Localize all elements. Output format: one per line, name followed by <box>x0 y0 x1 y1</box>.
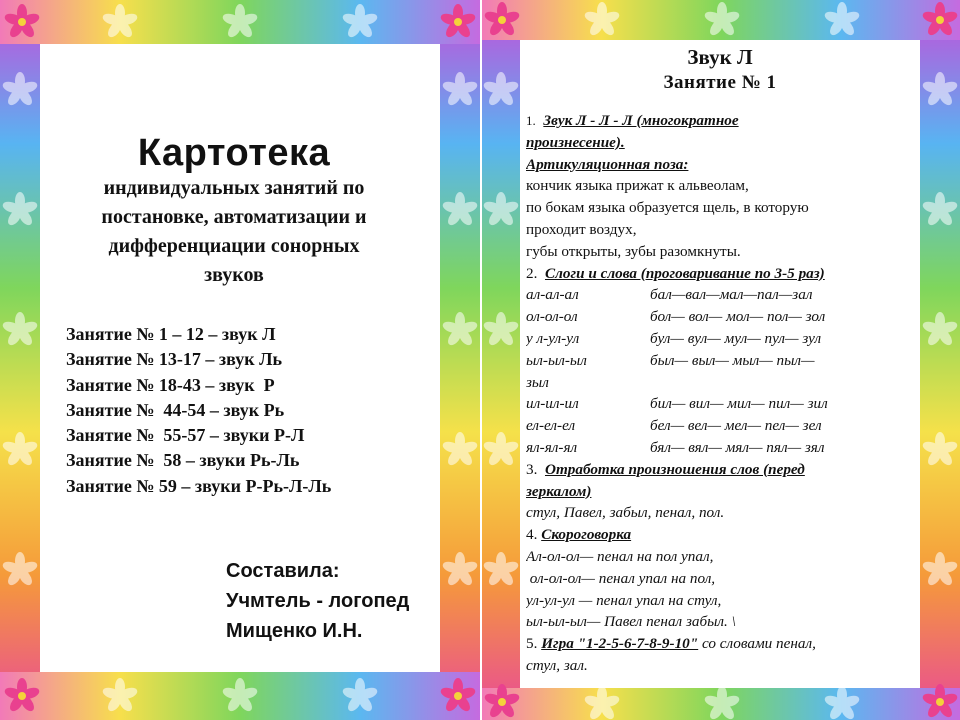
artic-line: губы открыты, зубы разомкнуты. <box>526 242 741 260</box>
lesson-number: Занятие № 1 <box>663 72 777 93</box>
lesson-item: Занятие № 1 – 12 – звук Л <box>66 324 276 344</box>
lessons-list <box>66 322 426 499</box>
lesson-item: Занятие № 18-43 – звук Р <box>66 374 275 395</box>
words: бол— вол— мол— пол— зол <box>650 308 826 326</box>
syllables: ел-ел-ел <box>526 417 576 435</box>
artic-line: проходит воздух, <box>526 220 637 238</box>
section2-heading: Слоги и слова (проговаривание по 3-5 раз) <box>544 264 825 282</box>
syllables: ял-ял-ял <box>526 438 578 456</box>
lesson-item: Занятие № 58 – звуки Рь-Ль <box>66 450 300 471</box>
section5-line: стул, зал. <box>526 656 588 674</box>
card-index-title-block <box>44 132 424 290</box>
author-line: Составила: <box>226 560 340 582</box>
card-index-subtitle <box>44 174 424 290</box>
subtitle-line: звуков <box>204 264 264 286</box>
section3-number: 3. <box>526 460 538 478</box>
syllable-row <box>526 372 918 394</box>
card-index-title: Картотека <box>137 132 331 174</box>
syllable-row <box>526 350 918 372</box>
artic-heading: Артикуляционная поза: <box>526 155 689 173</box>
tongue-twister-line: ыл-ыл-ыл— Павел пенал забыл. \ <box>526 613 736 631</box>
syllables: ол-ол-ол <box>526 308 578 326</box>
author-line: Учмтель - логопед <box>226 590 410 612</box>
section1-heading-cont: произнесение). <box>526 133 625 151</box>
lesson-body <box>526 110 918 677</box>
section2-heading-line <box>526 263 918 285</box>
section3-words: стул, Павел, забыл, пенал, пол. <box>526 504 725 522</box>
words: бул— вул— мул— пул— зул <box>650 329 822 347</box>
section5-tail: со словами пенал, <box>698 635 816 653</box>
lesson-header <box>522 44 918 96</box>
section3-heading: Отработка произношения слов (перед <box>544 460 805 478</box>
tongue-twister-line: ул-ул-ул — пенал упал на стул, <box>526 591 722 609</box>
section1-number: 1. <box>526 113 536 128</box>
syllable-row <box>526 284 918 306</box>
lesson-item: Занятие № 59 – звуки Р-Рь-Л-Ль <box>66 475 332 496</box>
section5-number: 5. <box>526 635 538 653</box>
artic-heading-line <box>526 154 918 176</box>
syllable-row <box>526 306 918 328</box>
syllables: ил-ил-ил <box>526 395 579 413</box>
syllables: зыл <box>526 373 549 391</box>
section4-number: 4. <box>526 526 538 544</box>
syllable-row <box>526 328 918 350</box>
words: был— выл— мыл— пыл— <box>650 351 815 369</box>
words: бял— вял— мял— пял— зял <box>650 438 825 456</box>
syllables: ыл-ыл-ыл <box>526 351 587 369</box>
section5-heading-line <box>526 633 918 655</box>
artic-line: кончик языка прижат к альвеолам, <box>526 177 749 195</box>
section3-heading-line <box>526 481 918 503</box>
section1-heading-line <box>526 132 918 154</box>
tongue-twister-line: ол-ол-ол— пенал упал на пол, <box>526 569 716 587</box>
section1-heading-line <box>526 110 918 132</box>
section4-heading: Скороговорка <box>541 526 632 544</box>
section4-heading-line <box>526 524 918 546</box>
words: бал—вал—мал—пал—зал <box>650 286 813 304</box>
section3-heading-line <box>526 459 918 481</box>
lesson-item: Занятие № 13-17 – звук Ль <box>66 349 283 370</box>
section2-number: 2. <box>526 264 538 282</box>
section1-heading: Звук Л - Л - Л (многократное <box>543 112 739 129</box>
syllable-row <box>526 437 918 459</box>
syllables: ал-ал-ал <box>526 286 579 304</box>
lesson-sound-title: Звук Л <box>687 45 753 69</box>
right-page <box>482 0 960 720</box>
subtitle-line: постановке, автоматизации и <box>101 206 367 228</box>
section5-heading: Игра "1-2-5-6-7-8-9-10" <box>541 635 699 653</box>
artic-line: по бокам языка образуется щель, в которую <box>526 199 809 217</box>
subtitle-line: индивидуальных занятий по <box>103 177 365 199</box>
author-block <box>226 556 446 646</box>
syllable-row <box>526 393 918 415</box>
lesson-item: Занятие № 55-57 – звуки Р-Л <box>66 425 305 446</box>
lesson-item: Занятие № 44-54 – звук Рь <box>66 399 285 420</box>
words: бил— вил— мил— пил— зил <box>650 395 828 413</box>
subtitle-line: дифференциации сонорных <box>108 235 360 257</box>
author-line: Мищенко И.Н. <box>226 620 363 642</box>
syllable-row <box>526 415 918 437</box>
words: бел— вел— мел— пел— зел <box>650 417 822 435</box>
syllables: у л-ул-ул <box>526 329 580 347</box>
tongue-twister-line: Ал-ол-ол— пенал на пол упал, <box>526 547 714 565</box>
section3-heading-cont: зеркалом) <box>526 482 592 500</box>
